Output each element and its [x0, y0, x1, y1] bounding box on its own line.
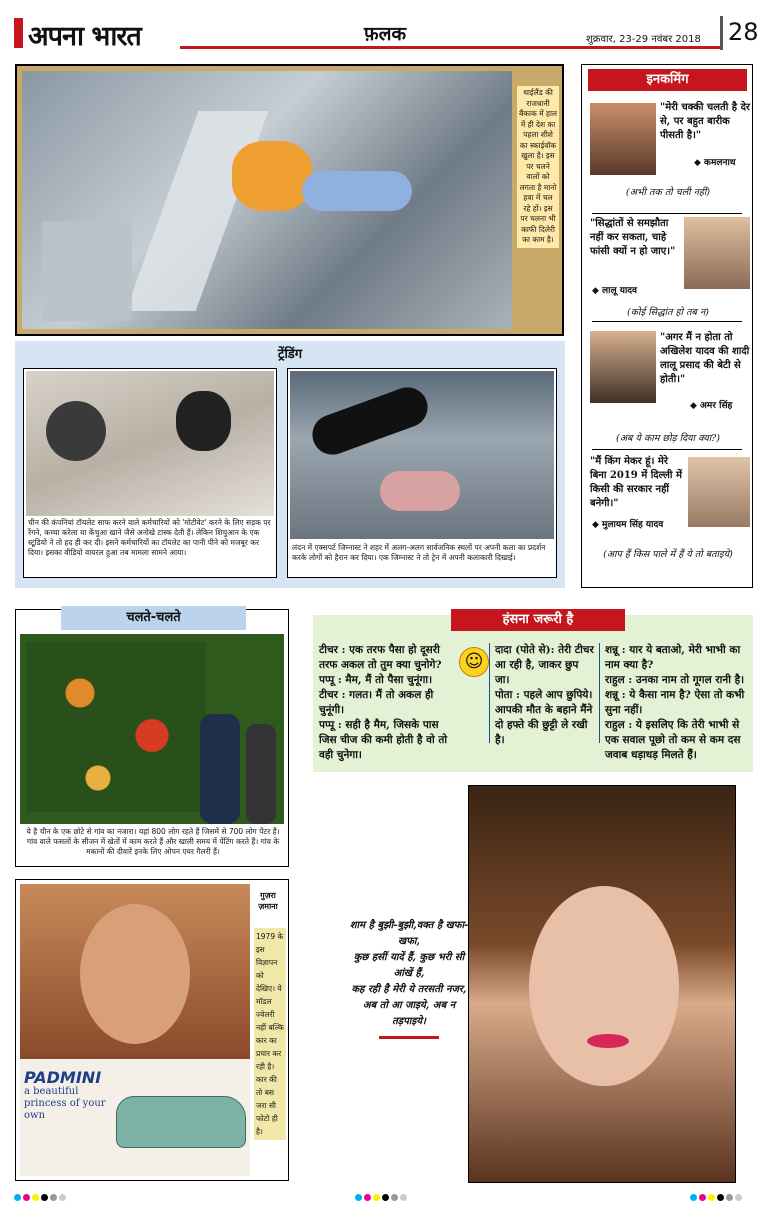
actress-photo — [468, 785, 736, 1183]
incoming-section — [581, 64, 753, 588]
joke-line: राहुल : ये इसलिए कि तेरी भाभी से एक सवाल पूछो तो कम से कम दस जवाब धड़ाधड़ मिलते हैं। — [605, 719, 741, 761]
trending-left — [23, 368, 277, 578]
building — [126, 111, 269, 311]
quote-4: "मैं किंग मेकर हूं। मेरे बिना 2019 में दिल्ली में किसी की सरकार नहीं बनेगी।" — [590, 456, 682, 509]
trending-left-caption: चीन की कंपनियां टॉयलेट साफ करने वाले कर्मचारियों को 'मोटीवेट' करने के लिए सड़क पर रेंगने, कच्चा करेला या केंचुआ खाने जैसे अनोखे टास्क देती हैं। लेकिन शिचुआन के एक स्टूडियो ने तो हद ही कर दी। इसने कर्मचारियों का टॉयलेट का पानी पीने को मजबूर कर दिया। इसका वीडियो वायरल हुआ तब मामला सामने आया। — [28, 518, 271, 557]
ad-tagline: a beautiful princess of your own — [24, 1086, 106, 1121]
joke-line: टीचर : गलत। मैं तो अकल ही चुनूंगी। — [319, 689, 434, 716]
painter — [246, 724, 276, 824]
trending-title: ट्रेंडिंग — [277, 347, 303, 362]
section-name: फ़लक — [364, 23, 407, 45]
logo: अपना भारत — [28, 21, 141, 52]
comment-3: (अब ये काम छोड़ दिया क्या?) — [616, 433, 720, 444]
joke-col-3 — [605, 643, 749, 763]
author-4: ◆ मुलायम सिंह यादव — [592, 520, 664, 530]
poem-line: कह रही है मेरी ये तरसती नजर, — [351, 984, 467, 995]
child — [232, 141, 312, 211]
politician-photo — [684, 217, 750, 289]
emoji-icon: ☺ — [459, 647, 489, 677]
gymnast — [380, 471, 460, 511]
gymnast — [307, 382, 433, 461]
joke-line: पोता : पहले आप छुपिये। आपकी मौत के बहाने मैंने दो हफ्ते की छुट्टी ले रखी है। — [495, 689, 593, 746]
trending-right-caption: लंदन में एक्सपर्ट जिम्नास्ट ने शहर में अलग-अलग सार्वजनिक स्थलों पर अपनी कला का प्रदर्शन करके लोगों को हैरान कर दिया। एक जिम्नास्ट ने तो ट्रेन में अपनी कलाकारी दिखाई। — [292, 543, 546, 562]
chalte-title: चलते-चलते — [61, 606, 246, 630]
joke-line: पप्पू : सही है मैम, जिसके पास जिस चीज की कमी होती है वो तो वही चुनेगा। — [319, 719, 448, 761]
poem — [348, 918, 470, 1039]
print-marks-left — [14, 1186, 68, 1205]
painting-photo — [20, 634, 284, 824]
ad-brand: PADMINI — [24, 1068, 102, 1087]
author-1: ◆ कमलनाथ — [694, 158, 736, 168]
comment-2: (कोई सिद्धांत हो तब न) — [627, 307, 709, 318]
column-rule — [489, 643, 490, 743]
joke-line: टीचर : एक तरफ पैसा हो दूसरी तरफ अकल तो तुम क्या चुनोगे? — [319, 644, 442, 671]
joke-col-2 — [495, 643, 595, 748]
column-rule — [599, 643, 600, 743]
train-photo — [290, 371, 554, 539]
joke-line: शन्नू : यार ये बताओ, मेरी भाभी का नाम क्या है? — [605, 644, 741, 671]
joke-line: शन्नू : ये कैसा नाम है? ऐसा तो कभी सुना नहीं। — [605, 689, 745, 716]
skywalk-photo — [22, 71, 512, 329]
quote-3: "अगर मैं न होता तो अखिलेश यादव की शादी लालू प्रसाद की बेटी से होती।" — [660, 332, 750, 385]
hasna-title: हंसना जरूरी है — [451, 609, 625, 631]
flowers — [26, 642, 206, 812]
print-marks-center — [355, 1186, 409, 1205]
poem-line: शाम है बुझी-बुझी,वक्त है खफा-खफा, — [349, 920, 469, 947]
page-divider — [720, 16, 723, 50]
building — [42, 221, 132, 321]
joke-line: दादा (पोते से): तेरी टीचर आ रही है, जाकर छुप जा। — [495, 644, 594, 686]
model-face — [80, 904, 190, 1044]
logo-block — [14, 18, 23, 48]
politician-photo — [590, 331, 656, 403]
trending-right — [287, 368, 557, 578]
toilet-photo — [26, 371, 274, 516]
comment-1: (अभी तक तो चली नहीं) — [625, 187, 711, 198]
politician-photo — [688, 457, 750, 527]
issue-date: शुक्रवार, 23-29 नवंबर 2018 — [586, 34, 701, 45]
guzra-caption: 1979 के इस विज्ञापन को देखिए। ये मॉडल ज्वेलरी नहीं बल्कि कार का प्रचार कर रही है। कार की तो बस जरा सी फोटो ही है। — [254, 928, 286, 1140]
divider — [592, 213, 742, 214]
divider — [592, 321, 742, 322]
trending-section — [15, 341, 565, 588]
top-story — [15, 64, 564, 336]
divider — [592, 449, 742, 450]
guzra-section — [15, 879, 289, 1181]
top-story-caption: थाईलैंड की राजधानी बैंकाक में हाल में ही देश का पहला शीशे का स्काईवॉक खुला है। इस पर चलने वालों को लगता है मानो हवा में चल रहे हों। इस पर चलना भी काफी दिलेरी का काम है। — [517, 86, 559, 248]
page-number: 28 — [728, 18, 759, 46]
author-2: ◆ लालू यादव — [592, 286, 638, 296]
poem-line: अब तो आ जाइये, अब न तड़पाइये। — [362, 1000, 456, 1027]
quote-1: "मेरी चक्की चलती है देर से, पर बहुत बारीक पीसती है।" — [660, 102, 750, 141]
joke-line: राहुल : उनका नाम तो गूगल रानी है। — [605, 674, 745, 686]
joke-line: पप्पू : मैम, मैं तो पैसा चुनूंगा। — [319, 674, 433, 686]
header-rule — [180, 46, 722, 49]
lips — [587, 1034, 629, 1048]
politician-photo — [590, 103, 656, 175]
poem-line: कुछ हसीं यादें हैं, कुछ भरी सी आंखें हैं, — [353, 952, 465, 979]
worker — [176, 391, 231, 451]
incoming-title: इनकमिंग — [588, 69, 747, 91]
joke-col-1 — [319, 643, 459, 763]
painter — [200, 714, 240, 824]
child-legs — [302, 171, 412, 211]
vintage-ad — [20, 884, 250, 1176]
hasna-section — [313, 612, 753, 772]
quote-2: "सिद्धांतों से समझौता नहीं कर सकता, चाहे फांसी क्यों न हो जाए।" — [590, 218, 676, 257]
face — [529, 886, 679, 1086]
chalte-section — [15, 609, 289, 867]
comment-4: (आप हैं किस पाले में हैं ये तो बताइये) — [603, 549, 733, 560]
guzra-title: गुज़रा ज़माना — [258, 891, 278, 911]
worker — [46, 401, 106, 461]
chalte-caption: ये है चीन के एक छोटे से गांव का नजारा। यहां 800 लोग रहते हैं जिसमें से 700 लोग पेंटर हैं। गांव वाले फसलों के सीजन में खेतों में काम करते हैं और खाली समय में पेंटिंग करते हैं। गांव के मकानों की दीवारें इनके लिए ओपन एयर गैलरी हैं। — [26, 827, 280, 856]
masthead — [14, 16, 759, 52]
car-image — [116, 1096, 246, 1148]
author-3: ◆ अमर सिंह — [690, 401, 733, 411]
poem-rule — [379, 1036, 439, 1039]
print-marks-right — [690, 1186, 744, 1205]
